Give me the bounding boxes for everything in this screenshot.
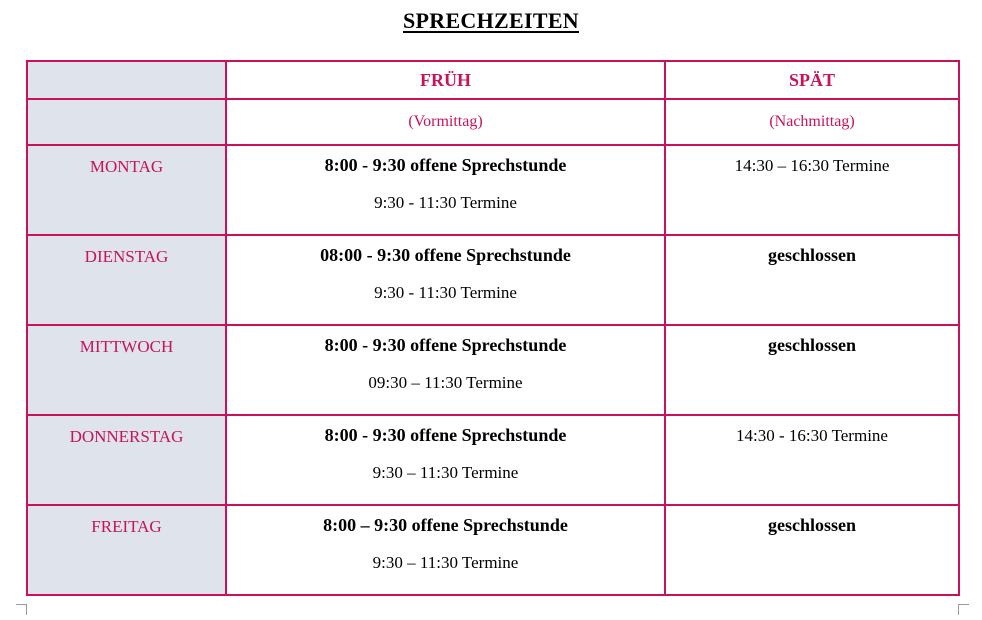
late-cell	[665, 505, 959, 595]
column-label-early: FRÜH	[420, 69, 471, 90]
early-cell	[226, 325, 665, 415]
appointment-time: 9:30 - 11:30 Termine	[374, 193, 517, 212]
day-name: DIENSTAG	[84, 247, 169, 266]
afternoon-time: 14:30 – 16:30 Termine	[734, 156, 890, 175]
subheader-late-cell	[665, 99, 959, 145]
day-cell	[27, 505, 226, 595]
day-cell	[27, 415, 226, 505]
subheader-row	[27, 99, 959, 145]
open-consultation-time: 8:00 - 9:30 offene Sprechstunde	[324, 155, 567, 175]
subheader-early-cell	[226, 99, 665, 145]
day-name: MITTWOCH	[79, 337, 174, 356]
column-label-late: SPÄT	[788, 69, 835, 90]
day-name: MONTAG	[89, 157, 164, 176]
appointment-time: 09:30 – 11:30 Termine	[368, 373, 523, 392]
open-consultation-time: 08:00 - 9:30 offene Sprechstunde	[320, 245, 571, 265]
column-sub-early: (Vormittag)	[408, 113, 483, 130]
early-cell	[226, 145, 665, 235]
appointment-time: 9:30 – 11:30 Termine	[372, 463, 519, 482]
appointment-time: 9:30 – 11:30 Termine	[372, 553, 519, 572]
appointment-time: 9:30 - 11:30 Termine	[374, 283, 517, 302]
table-row-mittwoch	[27, 325, 959, 415]
open-consultation-time: 8:00 – 9:30 offene Sprechstunde	[323, 515, 568, 535]
page-corner-mark	[958, 604, 969, 615]
day-cell	[27, 235, 226, 325]
table-row-donnerstag	[27, 415, 959, 505]
closed-status: geschlossen	[767, 245, 856, 265]
header-late-cell	[665, 61, 959, 99]
page-title: SPRECHZEITEN	[403, 8, 579, 33]
late-cell	[665, 325, 959, 415]
page-corner-mark	[16, 604, 27, 615]
day-name: FREITAG	[91, 517, 162, 536]
open-consultation-time: 8:00 - 9:30 offene Sprechstunde	[324, 425, 567, 445]
early-cell	[226, 505, 665, 595]
afternoon-time: 14:30 - 16:30 Termine	[736, 426, 888, 445]
header-row	[27, 61, 959, 99]
closed-status: geschlossen	[767, 335, 856, 355]
late-cell	[665, 235, 959, 325]
closed-status: geschlossen	[767, 515, 856, 535]
late-cell	[665, 415, 959, 505]
day-cell	[27, 325, 226, 415]
header-early-cell	[226, 61, 665, 99]
schedule-table	[26, 60, 960, 596]
early-cell	[226, 235, 665, 325]
column-sub-late: (Nachmittag)	[769, 113, 855, 130]
day-cell	[27, 145, 226, 235]
table-row-freitag	[27, 505, 959, 595]
day-name: DONNERSTAG	[69, 427, 184, 446]
corner-cell	[27, 99, 226, 145]
table-row-montag	[27, 145, 959, 235]
corner-cell	[27, 61, 226, 99]
late-cell	[665, 145, 959, 235]
open-consultation-time: 8:00 - 9:30 offene Sprechstunde	[324, 335, 567, 355]
early-cell	[226, 415, 665, 505]
table-row-dienstag	[27, 235, 959, 325]
